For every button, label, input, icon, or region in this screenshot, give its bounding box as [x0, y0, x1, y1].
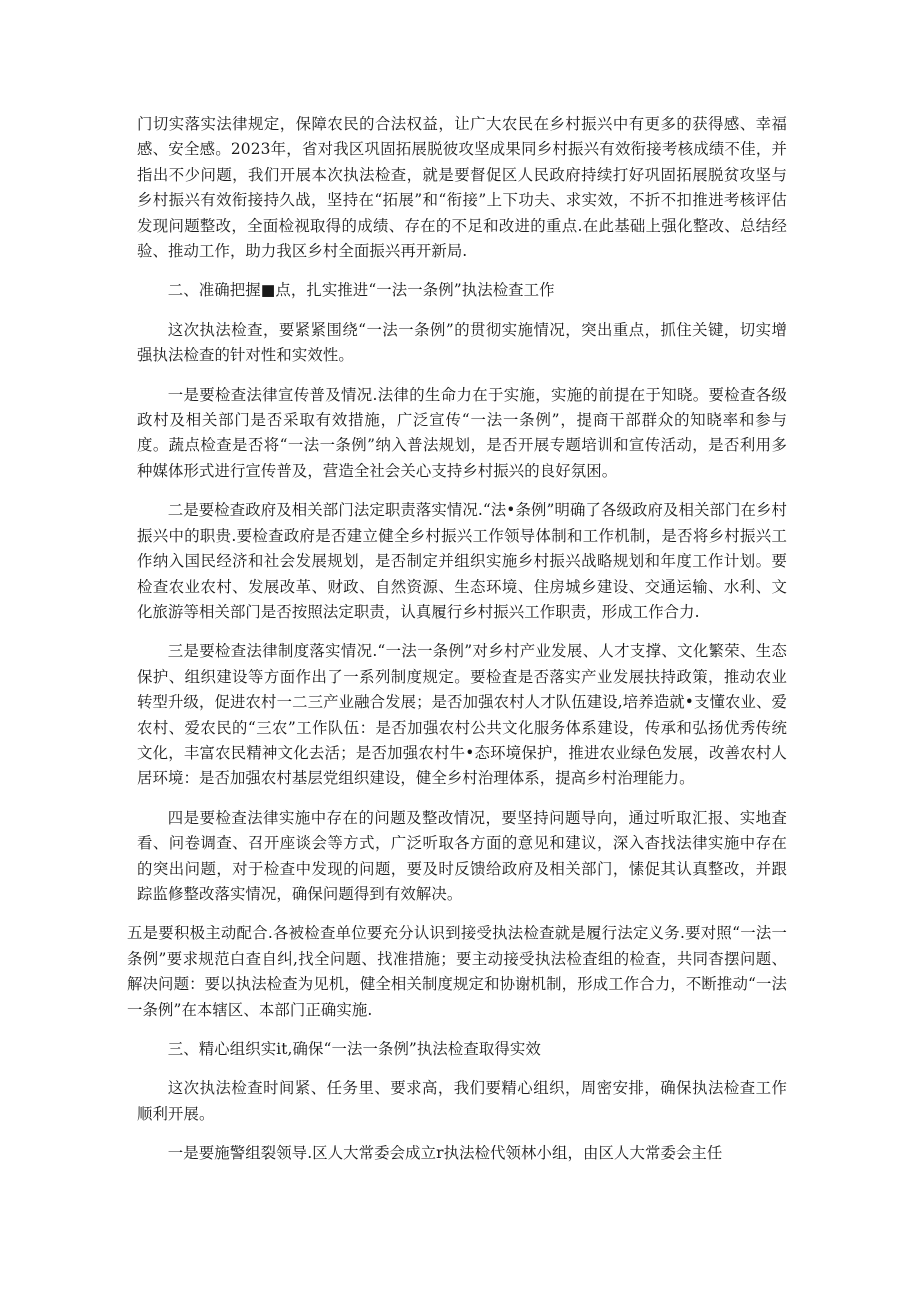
paragraph-section3-intro: 这次执法检查时间紧、任务里、要求高，我们要精心组织，周密安排，确保执法检查工作顺利开展。	[137, 1079, 787, 1123]
document-body	[127, 112, 787, 1181]
paragraph-point-1: 一是要检查法律宣传普及情况.法律的生命力在于实施，实施的前提在于知晓。要检查各级政村及相关部门是否采取有效措施，广泛宣传“一法一条例”，提商干部群众的知晓率和参与度。蔬点检查是否将“一法一条例”纳入普法规划，是否开展专题培训和宣传活动，是否利用多种媒体形式进行宣传普及，营造全社会关心支持乡村振兴的良好氛困。	[137, 385, 787, 480]
paragraph-point-5: 五是要积极主动配合.各被检查单位要充分认识到接受执法检查就是履行法定义务.要对照“一法一条例”要求规范白查自纠,找全问题、找准措施；要主动接受执法检査组的检查，共同杳摆问题、解决问题：要以执法检查为见机，健全相关制度规定和协谢机制，形成工作合力，不断推动“一法一条例”在本辖区、本部门正确实施.	[127, 924, 787, 1019]
paragraph-point-4: 四是要检查法律实施中存在的问题及整改情况，要坚持问题导向，通过听取汇报、实地査看、问卷调查、召开座谈会等方式，广泛听取各方面的意见和建议，深入杳找法律实施中存在的突出问题，对于检查中发现的问题，要及时反馈给政府及相关部门，愫促其认真整改，并跟踪监修整改落实情况，确保问题得到有效解决。	[137, 808, 787, 903]
paragraph-point-3: 三是要检查法律制度落实情况.“一法一条例”对乡村产业发展、人才支撑、文化繁荣、生态保护、组织建设等方面作出了一系列制度规定。要检査是否落实产业发展扶持政策，推动农业转型升级，促进农村一二三产业融合发展；是否加强农村人才队伍建设,培养造就•支懂农业、爱农村、爱农民的“三农”工作队伍：是否加强农村公共文化服务体系建设，传承和弘扬优秀传统文化，丰富农民精神文化去活；是否加强农村牛•态环境保护，推进农业绿色发展，改善农村人居环境：是否加强农村基层党组织建设，健全乡村治理体系，提高乡村治理能力。	[137, 642, 787, 788]
paragraph-section3-point-1: 一是要施警组裂领导.区人大常委会成立r执法检代领林小组，由区人大常委会主任	[167, 1144, 723, 1163]
paragraph-section2-intro: 这次执法检查，要紧紧围绕“一法一条例”的贯彻实施情况，突出重点，抓住关键，切实增强执法检查的针对性和实效性。	[137, 320, 787, 365]
section-heading-3: 三、精心组织实it,确保“一法一条例”执法检查取得实效	[167, 1040, 541, 1058]
paragraph-point-2: 二是要检查政府及相关部门法定职责落实情况.“法•条例”明确了各级政府及相关部门在乡村振兴中的职贵.要检查政府是否建立健全乡村振兴工作领导体制和工作机制，是否将乡村振兴工作纳入国民经济和社会发展规划，是否制定并组织实施乡村振兴战略规划和年度工作计划。要检查农业农村、发展改革、财政、自然资源、生态环境、住房城乡建设、交通运输、水利、文化旅游等相关部门是否按照法定职责，认真履行乡村振兴工作职责，形成工作合力.	[137, 501, 787, 621]
paragraph-intro-continuation: 门切实落实法律规定，保障农民的合法权益，让广大农民在乡村振兴中有更多的获得感、幸福感、安全感。2023年，省对我区巩固拓展脱彼攻坚成果同乡村振兴有效衔接考核成绩不佳，并指出不少问题，我们开展本次执法检查，就是要督促区人民政府持续打好巩固拓展脱贫攻坚与乡村振兴有效衔接持久战，坚持在“拓展”和“衔接”上下功夫、求实效，不折不扣推进考核评估发现问题整改，全面检视取得的成绩、存在的不足和改进的重点.在此基础上强化整改、总结经验、推动工作，助力我区乡村全面振兴再开新局.	[137, 115, 787, 261]
section-heading-2: 二、准确把握■点，扎实推进“一法一条例”执法检查工作	[167, 281, 555, 300]
